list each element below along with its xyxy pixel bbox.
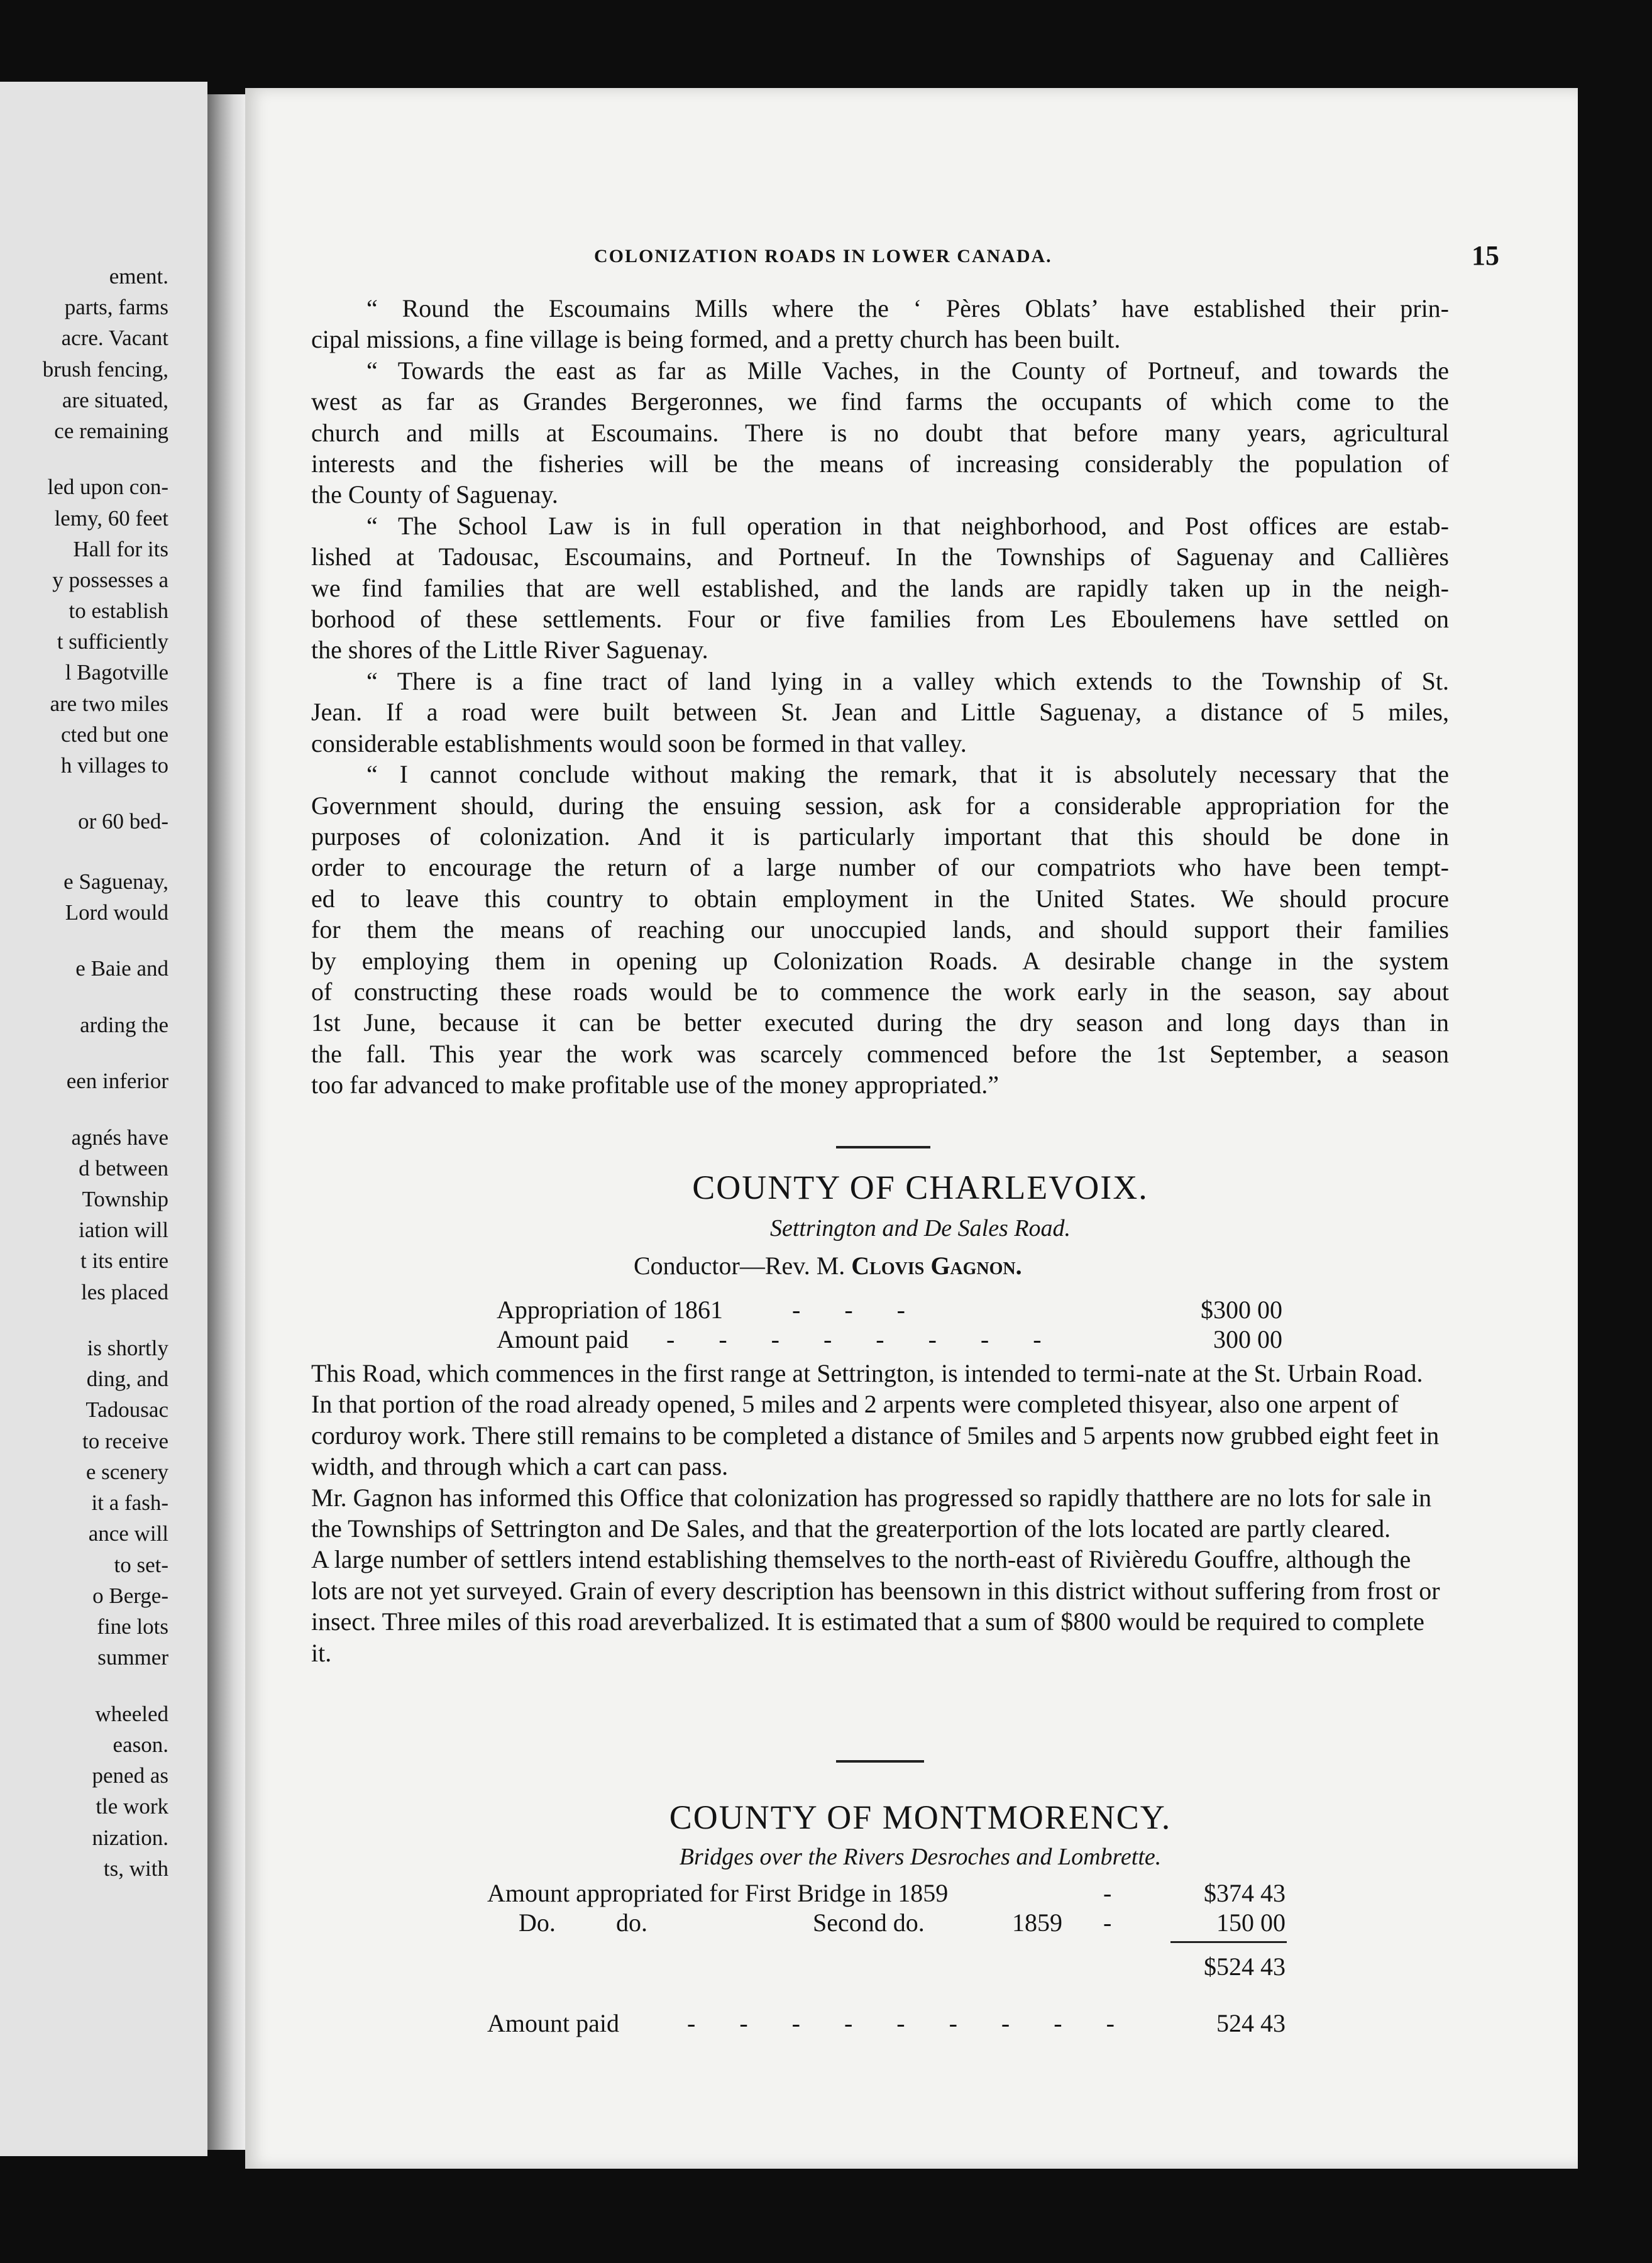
- text-line: In that portion of the road already opened, 5 miles and 2 arpents were completed this: [311, 1390, 1165, 1419]
- section-divider: [836, 1146, 930, 1148]
- left-page-text-fragment: l Bagotville: [65, 660, 168, 685]
- ditto-do: Do.: [519, 1908, 556, 1937]
- text-line: “ The School Law is in full operation in that neighborhood, and Post offices are estab-: [366, 511, 1449, 540]
- left-page-text-fragment: o Berge-: [92, 1583, 168, 1608]
- left-page-text-fragment: is shortly: [87, 1336, 168, 1360]
- road-title-bridges: Bridges over the Rivers Desroches and Lombrette.: [679, 1844, 1162, 1870]
- text-line: too far advanced to make profitable use of the money appropriated.”: [311, 1071, 999, 1099]
- left-page-text-fragment: cted but one: [60, 722, 168, 747]
- left-page-text-fragment: t its entire: [80, 1248, 168, 1273]
- left-page-text-fragment: iation will: [79, 1218, 168, 1242]
- left-page-text-fragment: ce remaining: [54, 419, 168, 443]
- paragraph: [311, 666, 1449, 759]
- left-page-text-fragment: led upon con-: [47, 475, 168, 499]
- left-page-text-fragment: it a fash-: [91, 1490, 168, 1515]
- page-header: [594, 240, 1499, 277]
- left-page-text-fragment: tle work: [96, 1794, 168, 1819]
- left-page-text-fragment: Township: [82, 1187, 168, 1211]
- text-line: Mr. Gagnon has informed this Office that colonization has progressed so rapidly that: [311, 1483, 1164, 1512]
- county-title-charlevoix: COUNTY OF CHARLEVOIX.: [692, 1169, 1148, 1206]
- text-line: the County of Saguenay.: [311, 480, 558, 509]
- left-page-text-fragment: d between: [79, 1156, 168, 1181]
- text-line: 1st June, because it can be better executed during the dry season and long days than in: [311, 1008, 1449, 1037]
- text-line: “ I cannot conclude without making the remark, that it is absolutely necessary that the: [366, 760, 1449, 789]
- text-line: for them the means of reaching our unoccupied lands, and should support their families: [311, 915, 1449, 944]
- left-page-text-fragment: een inferior: [66, 1069, 168, 1093]
- text-line: order to encourage the return of a large number of our compatriots who have been tempt-: [311, 853, 1449, 882]
- first-bridge-amount: $374 43: [1204, 1879, 1286, 1907]
- text-line: there are no lots for sale in the Townships of Settrington and De Sales, and that the greater: [311, 1483, 1432, 1543]
- left-page-text-fragment: brush fencing,: [42, 357, 168, 382]
- paid-row: [497, 1324, 1282, 1356]
- bridge-paid-row: [487, 2008, 1286, 2040]
- book-gutter: [207, 94, 245, 2150]
- text-line: west as far as Grandes Bergeronnes, we find farms the occupants of which come to the: [311, 387, 1449, 416]
- road-title-settrington: Settrington and De Sales Road.: [769, 1215, 1071, 1242]
- second-bridge-amount: 150 00: [1216, 1908, 1286, 1937]
- paragraph: [311, 1544, 1449, 1668]
- text-line: Jean. If a road were built between St. Jean and Little Saguenay, a distance of 5 miles,: [311, 698, 1449, 727]
- text-line: church and mills at Escoumains. There is no doubt that before many years, agricultural: [311, 418, 1449, 447]
- text-line: “ Round the Escoumains Mills where the ‘ Pères Oblats’ have established their prin-: [366, 294, 1449, 322]
- left-page-text-fragment: ding, and: [86, 1367, 168, 1391]
- paragraph: [311, 1482, 1449, 1544]
- text-line: “ There is a fine tract of land lying in a valley which extends to the Township of St.: [366, 666, 1449, 695]
- first-bridge-label: Amount appropriated for First Bridge in 1859: [487, 1879, 949, 1907]
- text-line: A large number of settlers intend establishing themselves to the north-east of Rivière: [311, 1545, 1163, 1574]
- paragraph: [311, 293, 1449, 355]
- left-page-text-fragment: to set-: [114, 1553, 168, 1577]
- text-line: the shores of the Little River Saguenay.: [311, 636, 708, 664]
- left-page-text-fragment: lemy, 60 feet: [54, 506, 168, 531]
- left-page-text-fragment: eason.: [113, 1732, 168, 1757]
- left-page-text-fragment: agnés have: [71, 1125, 168, 1150]
- text-line: of constructing these roads would be to commence the work early in the season, say about: [311, 977, 1449, 1006]
- leader-dots: - - -: [792, 1296, 924, 1324]
- text-line: verbalized. It is estimated that a sum of $800 would be required to complete it.: [311, 1607, 1424, 1667]
- paragraph: [311, 759, 1449, 1100]
- sum-rule: [1170, 1941, 1287, 1943]
- conductor-line: [634, 1251, 1022, 1280]
- section-divider: [836, 1760, 924, 1763]
- paid-amount: 524 43: [1216, 2009, 1286, 2037]
- text-line: borhood of these settlements. Four or five families from Les Eboulemens have settled on: [311, 605, 1449, 634]
- left-page-text-fragment: nization.: [92, 1825, 168, 1850]
- text-line: sown in this district without suffering from frost or insect. Three miles of this road are: [311, 1576, 1440, 1636]
- total-amount: $524 43: [1204, 1952, 1286, 1981]
- bridge-total-row: [487, 1952, 1286, 1983]
- text-line: nate at the St. Urbain Road.: [1144, 1359, 1423, 1387]
- text-line: lished at Tadousac, Escoumains, and Portneuf. In the Townships of Saguenay and Callières: [311, 542, 1449, 571]
- paragraph: [311, 1389, 1449, 1482]
- text-line: by employing them in opening up Colonization Roads. A desirable change in the system: [311, 946, 1449, 975]
- charlevoix-report: [311, 1358, 1449, 1668]
- text-line: purposes of colonization. And it is particularly important that this should be done in: [311, 822, 1449, 851]
- text-line: miles and 5 arpents now grubbed eight feet in width, and through which a cart can pass.: [311, 1421, 1440, 1481]
- text-line: du Gouffre, although the lots are not yet surveyed. Grain of every description has been: [311, 1545, 1411, 1605]
- left-page-text-fragment: pened as: [92, 1763, 168, 1788]
- leader-dots: - - - - - - - - -: [687, 2009, 1133, 2037]
- left-page-text-fragment: e scenery: [85, 1460, 168, 1484]
- left-page-text-fragment: h villages to: [60, 753, 168, 778]
- paragraph: [311, 355, 1449, 510]
- left-page-text-fragment: e Baie and: [75, 956, 168, 981]
- left-page-text-fragment: acre. Vacant: [61, 326, 168, 350]
- second-bridge-label: Second do.: [813, 1908, 925, 1937]
- text-line: ed to leave this country to obtain employment in the United States. We should procure: [311, 884, 1449, 913]
- left-page-text-fragment: are two miles: [50, 691, 168, 716]
- left-page-text-fragment: wheeled: [95, 1702, 168, 1726]
- left-page-text-fragment: summer: [97, 1645, 168, 1670]
- county-title-montmorency: COUNTY OF MONTMORENCY.: [669, 1798, 1172, 1836]
- running-head: COLONIZATION ROADS IN LOWER CANADA.: [594, 246, 1052, 267]
- left-page-text-fragment: Tadousac: [85, 1397, 168, 1422]
- left-page-text-fragment: Hall for its: [73, 537, 168, 561]
- appropriation-amount: $300 00: [1201, 1296, 1282, 1324]
- ditto-do: do.: [616, 1908, 647, 1937]
- left-page-text-fragment: to establish: [69, 598, 168, 623]
- text-line: year, also one arpent of corduroy work. There still remains to be completed a distance of 5: [311, 1390, 1399, 1450]
- text-line: cipal missions, a fine village is being formed, and a pretty church has been built.: [311, 325, 1121, 354]
- left-page-text-fragment: or 60 bed-: [78, 809, 168, 834]
- left-page-text-fragment: are situated,: [62, 388, 168, 412]
- left-page-text-fragment: to receive: [82, 1429, 168, 1453]
- left-page-text-fragment: ts, with: [103, 1856, 168, 1881]
- paragraph: [311, 1358, 1449, 1389]
- left-page-text-fragment: fine lots: [97, 1614, 168, 1639]
- appropriation-label: Appropriation of 1861: [497, 1296, 723, 1324]
- left-page-text-fragment: ance will: [88, 1521, 168, 1546]
- text-line: we find families that are well established, and the lands are rapidly taken up in the neigh-: [311, 573, 1449, 602]
- left-page-text-fragment: arding the: [80, 1013, 168, 1037]
- bridge-row-second: [487, 1908, 1286, 1939]
- text-line: portion of the lots located are partly cleared.: [945, 1514, 1391, 1543]
- left-page-text-fragment: parts, farms: [64, 295, 168, 319]
- conductor-prefix: Conductor—Rev. M.: [634, 1252, 852, 1280]
- paid-amount: 300 00: [1213, 1325, 1282, 1353]
- paid-label: Amount paid: [497, 1325, 629, 1353]
- quoted-report: [311, 293, 1449, 1101]
- second-bridge-year: 1859: [1012, 1908, 1062, 1937]
- left-page-text-fragment: y possesses a: [52, 568, 168, 592]
- left-page-text-fragment: t sufficiently: [57, 629, 168, 654]
- row-dash: -: [1103, 1908, 1112, 1937]
- appropriation-row: [497, 1295, 1282, 1326]
- conductor-name: Clovis Gagnon.: [851, 1252, 1022, 1280]
- paragraph: [311, 510, 1449, 666]
- paid-label: Amount paid: [487, 2009, 619, 2037]
- text-line: This Road, which commences in the first range at Settrington, is intended to termi-: [311, 1359, 1145, 1387]
- text-line: interests and the fisheries will be the means of increasing considerably the population of: [311, 449, 1449, 478]
- left-page-text-fragment: Lord would: [65, 900, 168, 925]
- bridge-row-first: [487, 1878, 1286, 1910]
- row-dash: -: [1103, 1879, 1112, 1907]
- left-page-text-fragment: les placed: [81, 1280, 168, 1304]
- left-page-text-fragment: e Saguenay,: [63, 869, 168, 894]
- left-page-text-fragment: ement.: [109, 264, 168, 289]
- text-line: Government should, during the ensuing session, ask for a considerable appropriation for the: [311, 791, 1449, 820]
- page-number: 15: [1472, 240, 1499, 271]
- text-line: considerable establishments would soon be formed in that valley.: [311, 729, 967, 757]
- text-line: “ Towards the east as far as Mille Vaches, in the County of Portneuf, and towards the: [366, 356, 1449, 385]
- leader-dots: - - - - - - - -: [666, 1325, 1060, 1353]
- text-line: the fall. This year the work was scarcely commenced before the 1st September, a season: [311, 1039, 1449, 1068]
